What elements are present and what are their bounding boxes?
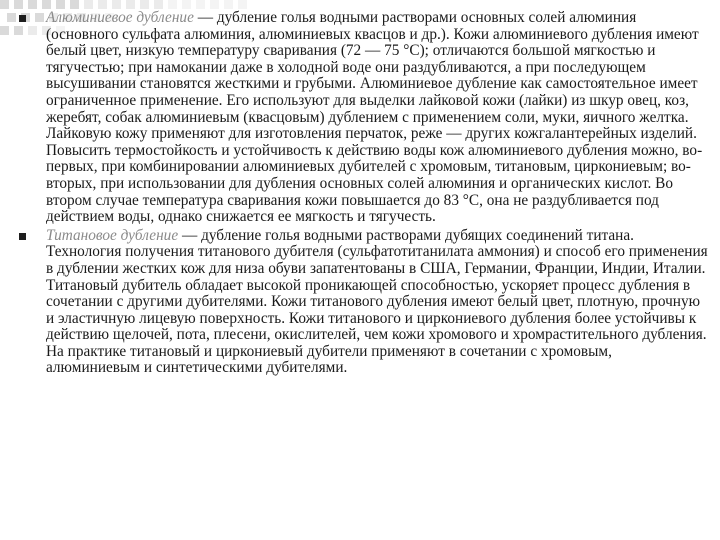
slide-body [16, 10, 708, 379]
item-text: — дубление голья водными растворами дубящих соединений титана. Технология получения титанового дубителя (сульфатотитанилата аммония) и способ его применения в дублении жестких кож для низа обуви запатентованы в США, Германии, Франции, Индии, Италии. Титановый дубитель обладает высокой проникающей способностью, ускоряет процесс дубления в сочетании с другими дубителями. Кожи титанового дубления имеют белый цвет, плотную, прочную и эластичную лицевую поверхность. Кожи титанового и циркониевого дубления более устойчивы к действию щелочей, пота, плесени, окислителей, чем кожи хромового и хромрастительного дубления. На практике титановый и циркониевый дубители применяют в сочетании с хромовым, алюминиевым и синтетическими дубителями. [46, 226, 708, 377]
square-bullet-icon [19, 233, 26, 240]
list-item [16, 10, 708, 226]
item-term: Алюминиевое дубление [46, 9, 194, 26]
item-term: Титановое дубление [46, 226, 179, 244]
square-bullet-icon [19, 15, 26, 22]
item-text: — дубление голья водными растворами основных солей алюминия (основного сульфата алюминия, алюминиевых квасцов и др.). Кожи алюминиевого дубления имеют белый цвет, низкую температуру сваривания (72 — 75 °С); отличаются большой мягкостью и тягучестью; при намокании даже в холодной воде они раздубливаются, а при последующем высушивании становятся жесткими и грубыми. Алюминиевое дубление как самостоятельное имеет ограниченное применение. Его используют для выделки лайковой кожи (лайки) из шкур овец, коз, жеребят, собак алюминиевым (квасцовым) дублением с применением соли, муки, яичного желтка. Лайковую кожу применяют для изготовления перчаток, реже — других кожгалантерейных изделий. Повысить термостойкость и устойчивость к действию воды кож алюминиевого дубления можно, во-первых, при комбинировании алюминиевых дубителей с хромовым, титановым, циркониевым; во-вторых, при использовании для дубления основных солей алюминия и органических кислот. Во втором случае температура сваривания кожи повышается до 83 °С, она не раздубливается под действием воды, однако снижается ее мягкость и тягучесть. [46, 9, 703, 226]
list-item [16, 228, 708, 377]
